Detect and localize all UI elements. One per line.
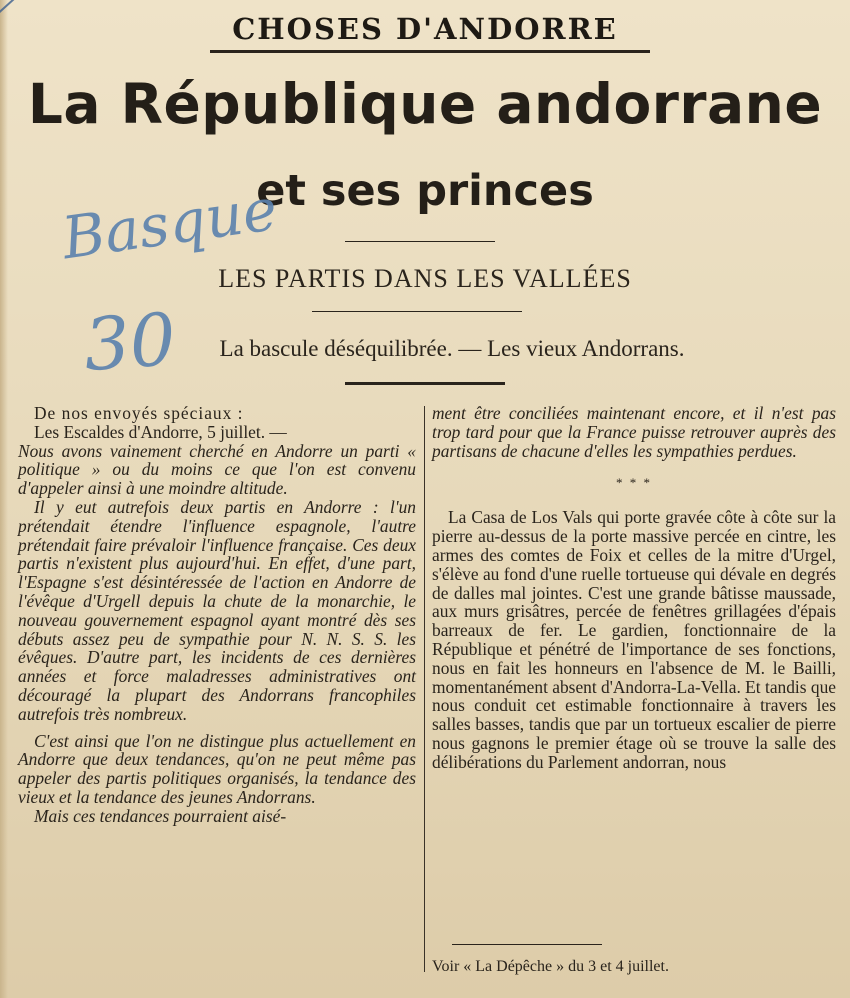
section-rubric: CHOSES D'ANDORRE: [232, 12, 618, 46]
paragraph-continuation: ment être conciliées maintenant encore, et il n'est pas trop tard pour que la France puisse retrouver auprès des partisans de chacune d'elles les sympathies perdues.: [432, 403, 836, 461]
subhead-divider: [312, 311, 522, 312]
byline: De nos envoyés spéciaux :: [34, 403, 244, 423]
handwritten-annotation-number: 30: [81, 296, 179, 388]
headline-line-1: La République andorrane: [27, 72, 823, 136]
paper-fold-shadow: [0, 0, 8, 998]
rubric-underline: [210, 50, 650, 53]
kicker-underline: [345, 382, 505, 385]
paragraph-continued: Mais ces tendances pourraient aisé-: [34, 805, 287, 826]
paragraph-tendencies: C'est ainsi que l'on ne distingue plus actuellement en Andorre que deux tendances, qu'on ne peut même pas appeler des partis politiques organisés, la tendance des vieux et la tendance des jeunes Andorrans.: [18, 730, 416, 807]
section-asterism: * * *: [616, 475, 652, 491]
subheadline: LES PARTIS DANS LES VALLÉES: [218, 264, 632, 293]
kicker-line: La bascule déséquilibrée. — Les vieux Andorrans.: [219, 336, 685, 361]
handwritten-annotation-word: Basque: [58, 174, 282, 273]
paragraph-casa-de-los-vals: La Casa de Los Vals qui porte gravée côte à côte sur la pierre au-dessus de la porte massive percée en cintre, les armes des comtes de Foix et celles de la mitre d'Urgel, s'élève au fond d'une ruelle tortueuse qui dévale en degrés de dalles mal jointes. C'est une grande bâtisse maussade, aux murs grisâtres, percée de fenêtres grillagées d'épais barreaux de fer. Le gardien, fonctionnaire de la République et pénétré de l'importance de ses fonctions, nous en fait les honneurs en l'absence de M. le Bailli, momentanément absent d'Andorra-La-Vella. Et tandis que nous conduit cet estimable fonctionnaire à travers les salles basses, tandis que par un tortueux escalier de pierre nous gagnons le premier étage où se trouve la salle des délibérations du Parlement andorran, nous: [432, 507, 836, 772]
right-column: [432, 404, 836, 772]
paragraph-two-parties: Il y eut autrefois deux partis en Andorre : l'un prétendait étendre l'influence espagnole, l'autre prétendait faire prévaloir l'influence française. Ces deux partis n'existent plus aujourd'hui. En effet, d'une part, l'Espagne s'est désintéressée de l'action en Andorre de l'évêque d'Urgell depuis la chute de la monarchie, le nouveau gouvernement espagnol ayant montré dès ses débuts assez peu de sympathie pour N. N. S. S. les évêques. D'autre part, les incidents de ces dernières années et force maladresses administratives ont découragé la plupart des Andorrans francophiles autrefois très nombreux.: [18, 496, 416, 724]
footnote-divider: [452, 944, 602, 945]
column-divider: [424, 406, 425, 972]
left-column: [18, 404, 416, 826]
headline-line-2: et ses princes: [256, 166, 594, 216]
footnote: Voir « La Dépêche » du 3 et 4 juillet.: [432, 958, 669, 975]
headline-divider: [345, 241, 495, 242]
dateline: Les Escaldes d'Andorre, 5 juillet. —: [34, 421, 287, 442]
paragraph-intro: Nous avons vainement cherché en Andorre un parti « politique » ou du moins ce que l'on est convenu d'appeler ainsi à une moindre altitude.: [18, 440, 416, 499]
